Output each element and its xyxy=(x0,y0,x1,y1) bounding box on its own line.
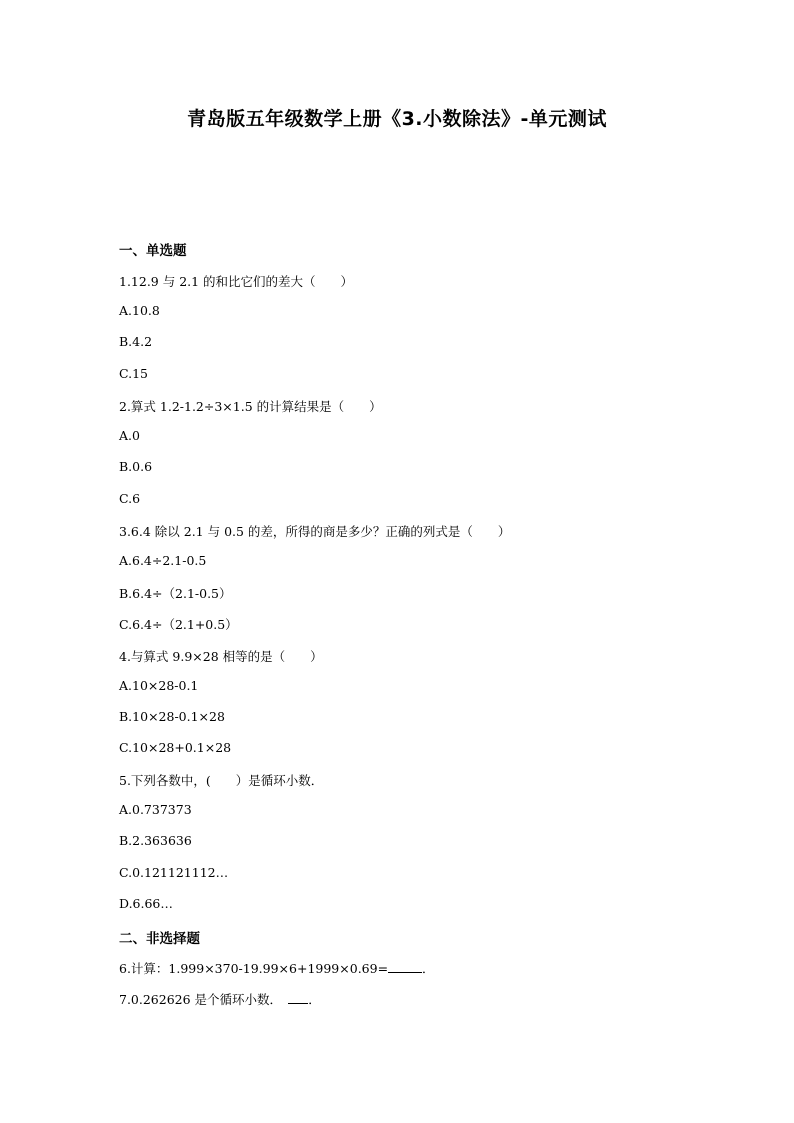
question-1-option-b: B.4.2 xyxy=(119,334,153,349)
question-7-stem: 7.0.262626 是个循环小数． xyxy=(119,992,289,1007)
question-4-option-c: C.10×28+0.1×28 xyxy=(119,740,232,755)
answer-blank[interactable] xyxy=(288,992,308,1004)
section-heading-single-choice: 一、单选题 xyxy=(119,243,187,259)
section-heading-non-choice: 二、非选择题 xyxy=(119,931,200,947)
document-title: 青岛版五年级数学上册《3.小数除法》-单元测试 xyxy=(187,108,607,130)
question-5-stem: 5.下列各数中，( ）是循环小数． xyxy=(119,773,324,788)
question-2-stem: 2.算式 1.2-1.2÷3×1.5 的计算结果是（ ） xyxy=(119,399,382,414)
question-1-stem: 1.12.9 与 2.1 的和比它们的差大（ ） xyxy=(119,274,354,289)
question-1-option-c: C.15 xyxy=(119,366,148,381)
question-5-option-c: C.0.121121112… xyxy=(119,865,229,880)
question-5-option-d: D.6.66… xyxy=(119,896,173,911)
question-6 xyxy=(119,959,435,977)
question-4-option-a: A.10×28-0.1 xyxy=(119,678,199,693)
question-6-stem: 6.计算：1.999×370-19.99×6+1999×0.69= xyxy=(119,961,389,976)
question-3-option-c: C.6.4÷（2.1+0.5） xyxy=(119,617,238,632)
question-6-end: ． xyxy=(422,961,435,976)
question-3-option-b: B.6.4÷（2.1-0.5） xyxy=(119,586,232,601)
question-4-stem: 4.与算式 9.9×28 相等的是（ ） xyxy=(119,649,323,664)
question-2-option-a: A.0 xyxy=(119,428,140,443)
question-2-option-c: C.6 xyxy=(119,491,141,506)
question-4-option-b: B.10×28-0.1×28 xyxy=(119,709,225,724)
question-1-option-a: A.10.8 xyxy=(119,303,160,318)
question-5-option-b: B.2.363636 xyxy=(119,833,192,848)
answer-blank[interactable] xyxy=(388,961,422,973)
question-3-stem: 3.6.4 除以 2.1 与 0.5 的差，所得的商是多少？正确的列式是（ ） xyxy=(119,524,511,539)
question-5-option-a: A.0.737373 xyxy=(119,802,192,817)
question-7-end: ． xyxy=(308,992,321,1007)
question-3-option-a: A.6.4÷2.1-0.5 xyxy=(119,553,207,568)
question-7 xyxy=(119,990,321,1008)
question-2-option-b: B.0.6 xyxy=(119,459,153,474)
